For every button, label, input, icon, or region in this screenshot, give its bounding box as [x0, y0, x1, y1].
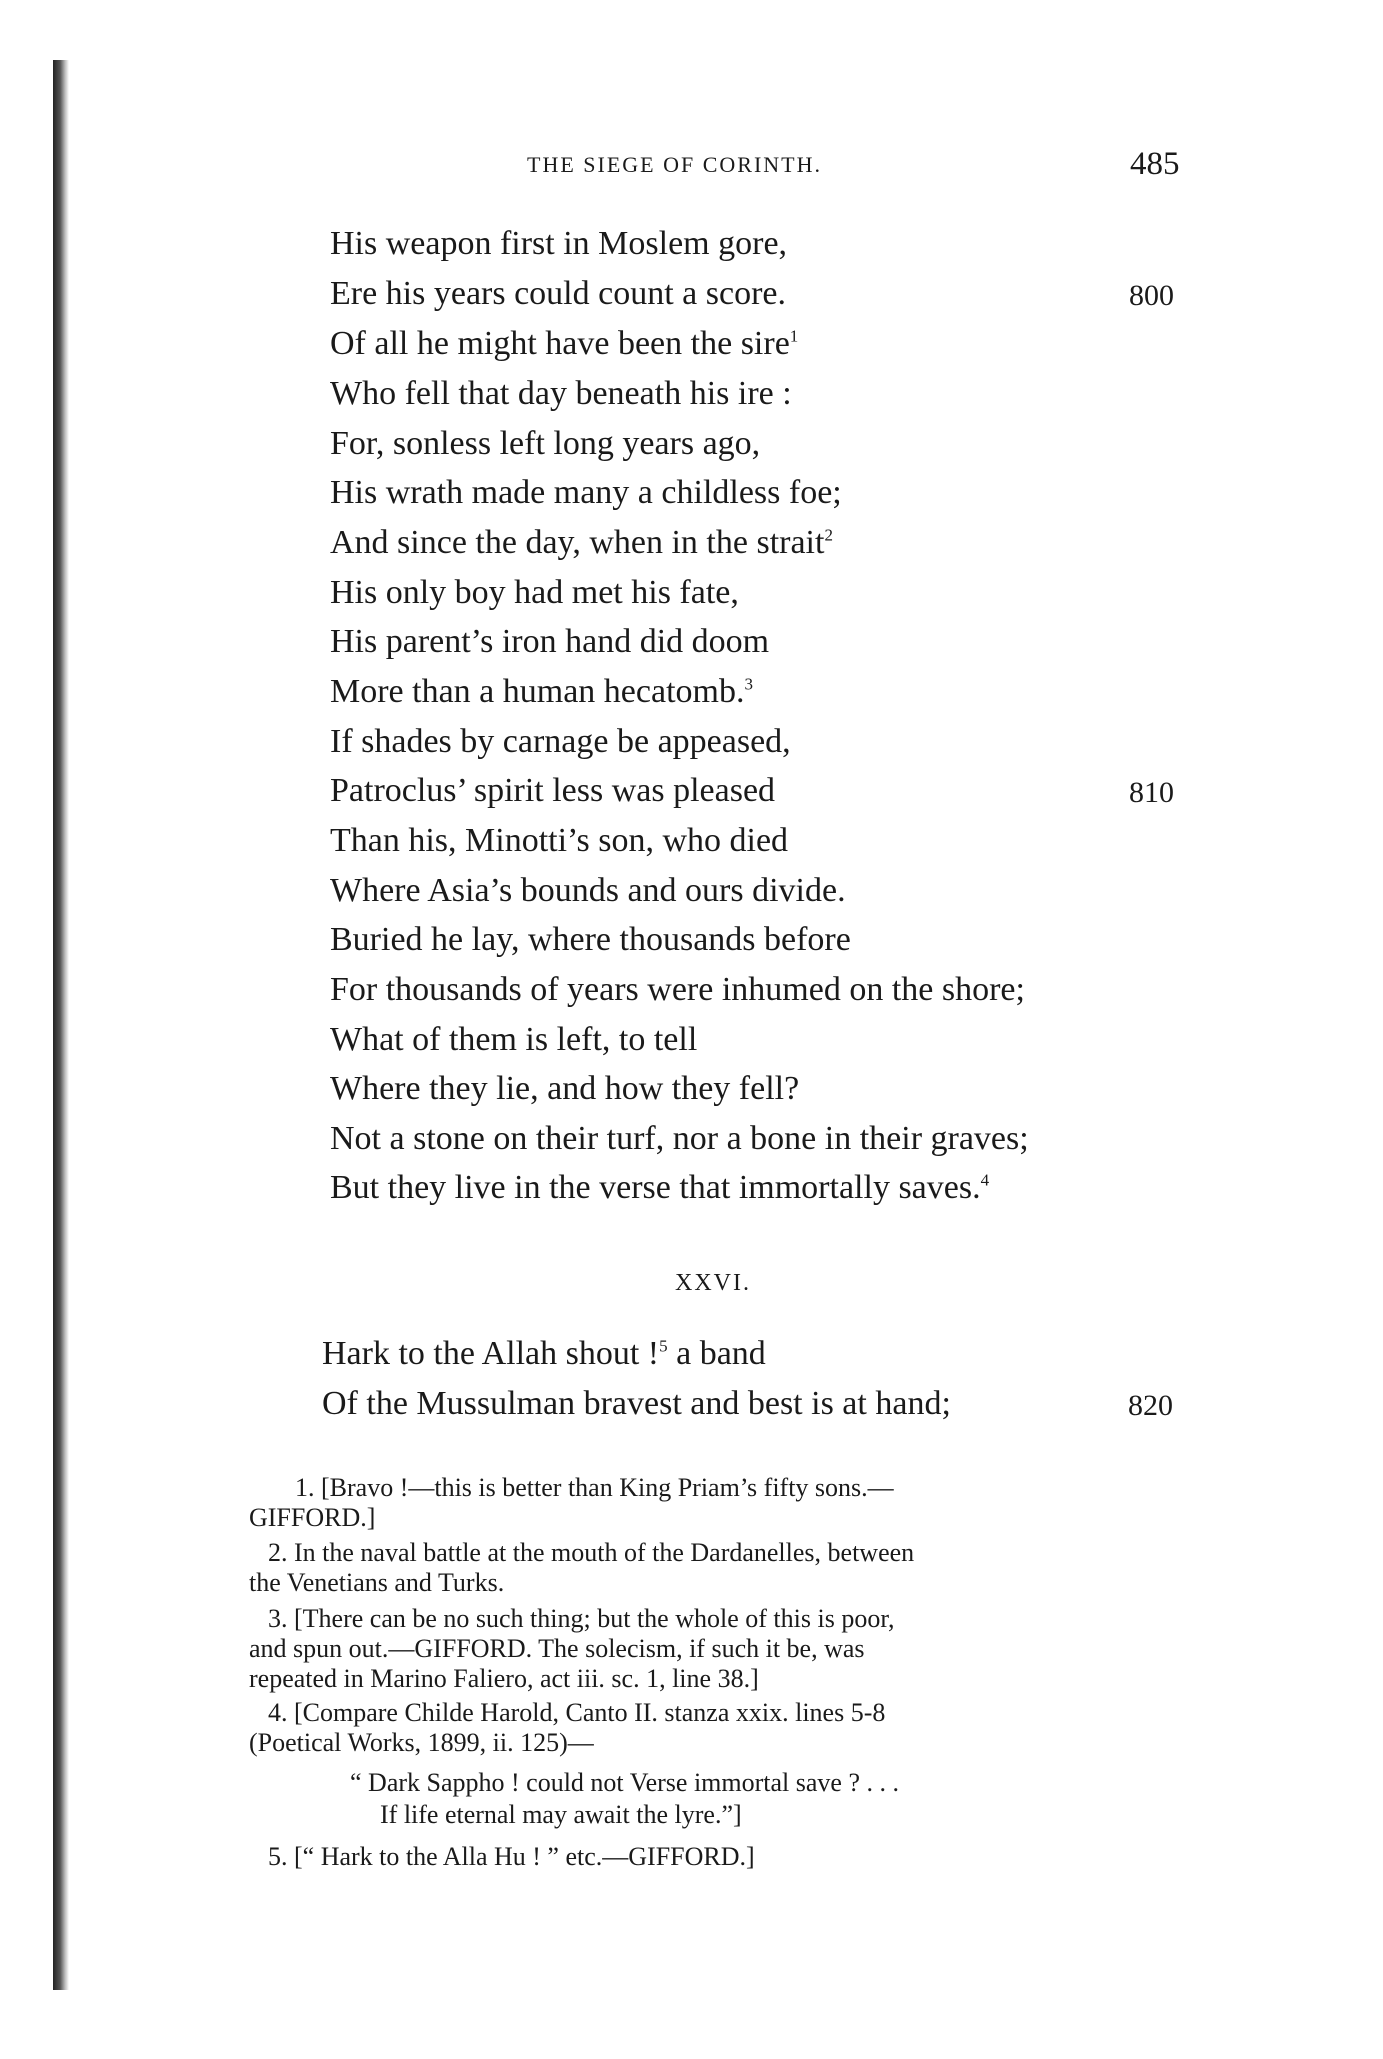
poem-line: If shades by carnage be appeased,: [330, 723, 791, 760]
poem-line: Hark to the Allah shout !$^5$ a band: [322, 1335, 766, 1372]
page-number: 485: [1130, 146, 1180, 182]
poem-line: Where they lie, and how they fell?: [330, 1070, 800, 1107]
footnote: GIFFORD.]: [249, 1503, 376, 1532]
footnote-ref: 3: [744, 674, 753, 694]
poem-line: Not a stone on their turf, nor a bone in their graves;: [330, 1120, 1029, 1157]
footnote: (Poetical Works, 1899, ii. 125)—: [249, 1728, 594, 1757]
poem-line: Of all he might have been the sire$^1$: [330, 325, 799, 362]
poem-line: And since the day, when in the strait$^2$: [330, 524, 833, 561]
line-number: 800: [1129, 279, 1174, 312]
poem-line: His weapon first in Moslem gore,: [330, 225, 788, 262]
footnote-ref: 2: [824, 525, 833, 545]
poem-line: What of them is left, to tell: [330, 1021, 698, 1058]
footnote-ref: 5: [659, 1336, 668, 1356]
footnote: the Venetians and Turks.: [249, 1568, 505, 1597]
footnote-quote: “ Dark Sappho ! could not Verse immortal save ? . . .: [350, 1768, 899, 1797]
poem-line: Than his, Minotti’s son, who died: [330, 822, 789, 859]
footnote: 1. [Bravo !—this is better than King Priam’s fifty sons.—: [295, 1473, 894, 1502]
footnote: 2. In the naval battle at the mouth of the Dardanelles, between: [268, 1538, 915, 1567]
poem-line: Where Asia’s bounds and ours divide.: [330, 872, 846, 909]
poem-line: Of the Mussulman bravest and best is at hand;: [322, 1385, 951, 1422]
footnote: repeated in Marino Faliero, act iii. sc. 1, line 38.]: [249, 1664, 759, 1693]
poem-line: His only boy had met his fate,: [330, 574, 739, 611]
poem-line: His wrath made many a childless foe;: [330, 474, 842, 511]
scan-gutter: [53, 60, 69, 1990]
footnote: 4. [Compare Childe Harold, Canto II. stanza xxix. lines 5-8: [268, 1698, 886, 1727]
poem-line: But they live in the verse that immortally saves.$^4$: [330, 1169, 990, 1206]
footnote: and spun out.—GIFFORD. The solecism, if such it be, was: [249, 1634, 865, 1663]
line-number: 810: [1129, 776, 1174, 809]
poem-line: More than a human hecatomb.$^3$: [330, 673, 753, 710]
poem-line: Who fell that day beneath his ire :: [330, 375, 792, 412]
poem-line: For, sonless left long years ago,: [330, 425, 761, 462]
poem-line: His parent’s iron hand did doom: [330, 623, 770, 660]
running-head: THE SIEGE OF CORINTH.: [527, 152, 822, 177]
footnote-ref: 4: [980, 1170, 990, 1190]
section-heading: XXVI.: [675, 1270, 751, 1296]
poem-line: Ere his years could count a score.: [330, 275, 786, 312]
poem-line: Buried he lay, where thousands before: [330, 921, 851, 958]
footnote-ref: 1: [789, 326, 799, 346]
footnote: 5. [“ Hark to the Alla Hu ! ” etc.—GIFFORD.]: [268, 1842, 755, 1871]
poem-line: For thousands of years were inhumed on the shore;: [330, 971, 1025, 1008]
footnote: 3. [There can be no such thing; but the whole of this is poor,: [268, 1604, 895, 1633]
poem-line: Patroclus’ spirit less was pleased: [330, 772, 776, 809]
line-number: 820: [1128, 1389, 1173, 1422]
footnote-quote: If life eternal may await the lyre.”]: [380, 1800, 742, 1829]
